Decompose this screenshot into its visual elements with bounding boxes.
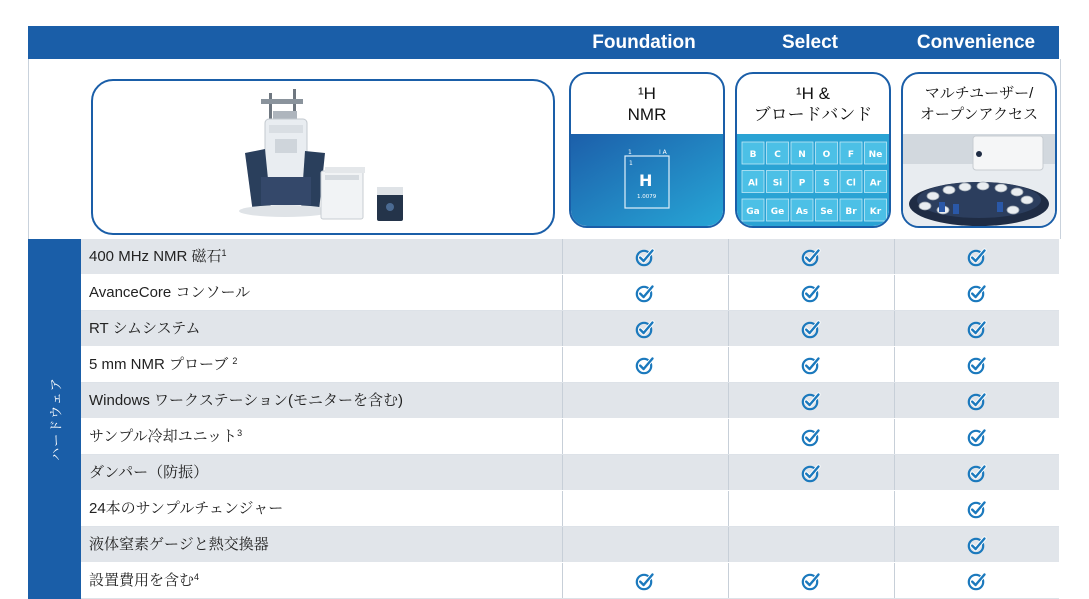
card-foundation-line1: ¹H bbox=[638, 84, 656, 103]
check-icon bbox=[801, 283, 821, 303]
feature-label-text: RT シムシステム bbox=[89, 320, 201, 337]
feature-label bbox=[89, 419, 242, 454]
tier-cell-foundation bbox=[562, 311, 727, 346]
tier-select-title: Select bbox=[782, 32, 838, 53]
element-symbol: Se bbox=[820, 207, 833, 217]
product-image-frame bbox=[91, 79, 555, 235]
feature-comparison-table bbox=[28, 239, 1059, 599]
element-tile bbox=[742, 171, 764, 193]
tier-convenience-title: Convenience bbox=[916, 32, 1036, 53]
check-icon bbox=[967, 499, 987, 519]
tier-cell-convenience bbox=[894, 527, 1059, 562]
tier-cell-select bbox=[728, 347, 893, 382]
check-icon bbox=[635, 355, 655, 375]
check-icon bbox=[967, 247, 987, 267]
hardware-category-text: ハードウェア bbox=[49, 377, 64, 461]
h-tile-symbol: H bbox=[639, 171, 653, 190]
tier-cell-foundation bbox=[562, 383, 727, 418]
card-select bbox=[735, 72, 891, 228]
hardware-category-label bbox=[28, 239, 81, 599]
table-row bbox=[81, 491, 1059, 527]
sample-changer-photo bbox=[903, 134, 1055, 226]
element-symbol: O bbox=[822, 150, 831, 160]
element-tile bbox=[840, 171, 862, 193]
check-icon bbox=[967, 355, 987, 375]
card-foundation-line2: NMR bbox=[627, 105, 667, 124]
card-convenience-line1: マルチユーザー/ bbox=[924, 85, 1034, 102]
h-tile-mass: 1.0079 bbox=[637, 194, 657, 200]
feature-label bbox=[89, 383, 403, 418]
tier-cell-select bbox=[728, 239, 893, 274]
tier-cell-convenience bbox=[894, 563, 1059, 598]
table-row bbox=[81, 311, 1059, 347]
element-tile bbox=[767, 142, 789, 164]
tier-cell-select bbox=[728, 275, 893, 310]
card-convenience-line2: オープンアクセス bbox=[919, 106, 1039, 123]
card-foundation-art bbox=[571, 134, 723, 226]
check-icon bbox=[801, 391, 821, 411]
element-tile bbox=[742, 199, 764, 221]
feature-label-text: 5 mm NMR プローブ bbox=[89, 356, 233, 373]
tier-cell-select bbox=[728, 383, 893, 418]
check-icon bbox=[635, 571, 655, 591]
element-symbol: Si bbox=[772, 178, 783, 189]
card-foundation-title bbox=[571, 74, 723, 134]
card-select-title bbox=[737, 74, 889, 134]
element-symbol: Ge bbox=[770, 207, 785, 217]
footnote-marker: 1 bbox=[221, 248, 227, 258]
card-convenience bbox=[901, 72, 1057, 228]
element-tile bbox=[767, 171, 789, 193]
footnote-marker: 4 bbox=[194, 572, 200, 582]
check-icon bbox=[801, 355, 821, 375]
check-icon bbox=[801, 571, 821, 591]
tier-cell-convenience bbox=[894, 455, 1059, 490]
tier-cell-foundation bbox=[562, 527, 727, 562]
feature-label-text: ダンパー（防振） bbox=[89, 464, 209, 481]
check-icon bbox=[967, 571, 987, 591]
hydrogen-tile-graphic bbox=[571, 134, 723, 226]
tier-cell-foundation bbox=[562, 275, 727, 310]
check-icon bbox=[801, 463, 821, 483]
feature-label-text: Windows ワークステーション(モニターを含む) bbox=[89, 392, 403, 409]
check-icon bbox=[801, 247, 821, 267]
footnote-marker: 2 bbox=[232, 356, 238, 366]
hero-section bbox=[28, 59, 1061, 239]
tier-cell-convenience bbox=[894, 311, 1059, 346]
element-symbol: P bbox=[798, 178, 806, 189]
card-foundation bbox=[569, 72, 725, 228]
element-tile bbox=[865, 171, 887, 193]
element-symbol: Ga bbox=[746, 207, 760, 217]
element-tile bbox=[791, 142, 813, 164]
element-tile bbox=[791, 171, 813, 193]
feature-label-text: 24本のサンプルチェンジャー bbox=[89, 500, 284, 517]
card-convenience-art bbox=[903, 134, 1055, 226]
check-icon bbox=[801, 319, 821, 339]
feature-label bbox=[89, 347, 237, 382]
feature-label-text: サンプル冷却ユニット bbox=[89, 428, 238, 445]
tier-cell-foundation bbox=[562, 491, 727, 526]
tier-foundation-title: Foundation bbox=[592, 32, 696, 53]
element-symbol: S bbox=[823, 178, 830, 189]
tier-cell-select bbox=[728, 527, 893, 562]
element-tile bbox=[816, 171, 838, 193]
element-tile bbox=[767, 199, 789, 221]
tier-cell-convenience bbox=[894, 491, 1059, 526]
feature-label bbox=[89, 455, 208, 490]
feature-label bbox=[89, 275, 250, 310]
tier-cell-foundation bbox=[562, 239, 727, 274]
tier-cell-foundation bbox=[562, 455, 727, 490]
feature-label-text: 液体窒素ゲージと熱交換器 bbox=[89, 536, 269, 553]
table-row bbox=[81, 527, 1059, 563]
element-symbol: N bbox=[798, 150, 806, 160]
tier-cell-select bbox=[728, 455, 893, 490]
element-symbol: F bbox=[847, 150, 855, 160]
tier-cell-select bbox=[728, 311, 893, 346]
check-icon bbox=[967, 535, 987, 555]
tier-cell-foundation bbox=[562, 563, 727, 598]
check-icon bbox=[967, 391, 987, 411]
table-row bbox=[81, 419, 1059, 455]
nmr-system-illustration bbox=[93, 81, 553, 233]
element-symbol: Br bbox=[845, 207, 857, 217]
element-symbol: Cl bbox=[846, 178, 856, 189]
feature-label bbox=[89, 563, 199, 598]
table-row bbox=[81, 347, 1059, 383]
feature-label-text: AvanceCore コンソール bbox=[89, 284, 251, 301]
element-symbol: Ar bbox=[869, 178, 882, 189]
check-icon bbox=[801, 427, 821, 447]
check-icon bbox=[967, 463, 987, 483]
footnote-marker: 3 bbox=[237, 428, 243, 438]
periodic-table-graphic bbox=[737, 134, 889, 226]
check-icon bbox=[635, 283, 655, 303]
tier-cell-foundation bbox=[562, 419, 727, 454]
tier-cell-select bbox=[728, 563, 893, 598]
card-select-line2: ブロードバンド bbox=[753, 105, 873, 124]
element-symbol: As bbox=[795, 207, 809, 217]
tier-header-bar bbox=[28, 26, 1059, 59]
feature-label bbox=[89, 527, 269, 562]
card-select-art bbox=[737, 134, 889, 226]
tier-cell-convenience bbox=[894, 383, 1059, 418]
element-symbol: C bbox=[774, 150, 781, 160]
card-select-line1: ¹H & bbox=[796, 84, 830, 103]
check-icon bbox=[967, 283, 987, 303]
h-tile-number-inner: 1 bbox=[629, 160, 633, 167]
table-row bbox=[81, 563, 1059, 599]
element-symbol: Al bbox=[747, 178, 759, 189]
element-symbol: Kr bbox=[869, 207, 882, 217]
check-icon bbox=[967, 427, 987, 447]
check-icon bbox=[635, 319, 655, 339]
table-row bbox=[81, 383, 1059, 419]
element-tile bbox=[865, 142, 887, 164]
tier-cell-foundation bbox=[562, 347, 727, 382]
element-tile bbox=[816, 199, 838, 221]
card-convenience-title bbox=[903, 74, 1055, 134]
table-row bbox=[81, 239, 1059, 275]
tier-cell-select bbox=[728, 491, 893, 526]
element-symbol: Ne bbox=[868, 150, 883, 160]
h-tile-number: 1 bbox=[628, 149, 632, 156]
element-tile bbox=[865, 199, 887, 221]
element-tile bbox=[742, 142, 764, 164]
tier-cell-convenience bbox=[894, 275, 1059, 310]
tier-cell-convenience bbox=[894, 347, 1059, 382]
feature-label bbox=[89, 311, 201, 346]
element-tile bbox=[791, 199, 813, 221]
tier-cell-convenience bbox=[894, 239, 1059, 274]
element-tile bbox=[840, 199, 862, 221]
feature-label bbox=[89, 491, 283, 526]
check-icon bbox=[967, 319, 987, 339]
feature-label-text: 400 MHz NMR 磁石 bbox=[89, 248, 222, 265]
tier-cell-convenience bbox=[894, 419, 1059, 454]
element-tile bbox=[840, 142, 862, 164]
table-row bbox=[81, 275, 1059, 311]
feature-label-text: 設置費用を含む bbox=[89, 572, 195, 589]
feature-label bbox=[89, 239, 227, 274]
element-symbol: B bbox=[749, 150, 757, 160]
table-row bbox=[81, 455, 1059, 491]
check-icon bbox=[635, 247, 655, 267]
element-tile bbox=[816, 142, 838, 164]
tier-cell-select bbox=[728, 419, 893, 454]
h-tile-group: I A bbox=[659, 149, 667, 156]
